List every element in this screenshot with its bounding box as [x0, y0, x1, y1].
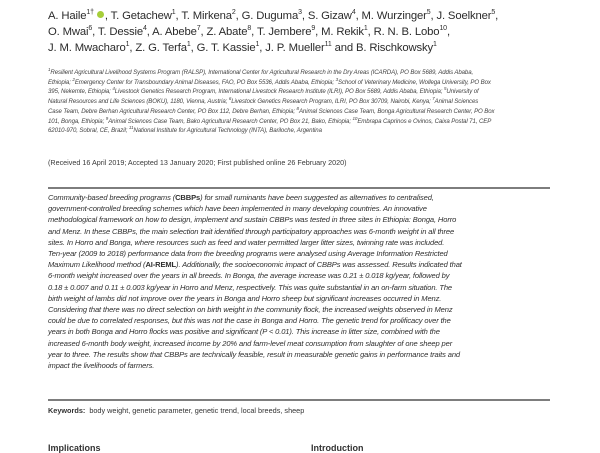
author-name: G. Duguma — [241, 10, 299, 22]
abstract-line: year to three. The results show that CBBPs are technically feasible, result in measurable genetic gains in performance traits and — [48, 349, 460, 359]
abstract-line: years in both Bonga and Horro flocks was positive and significant (P < 0.01). This increase in litter size, combined with the — [48, 327, 440, 337]
affiliation-line: Natural Resources and Life Sciences (BOKU), 1180, Vienna, Austria; $^6$Livestock Genetics Research Program, ILRI, PO Box 30709, Nairobi, Kenya; $^7$Animal Sciences — [48, 96, 479, 106]
author-line: O. Mwai$^6$, T. Dessie$^4$, A. Abebe$^7$, Z. Abate$^8$, T. Jembere$^9$, M. Rekik$^1$, R. N. B. Lobo$^{10}$, — [48, 25, 450, 39]
abstract-bottom-rule — [48, 399, 550, 401]
author-name: J. P. Mueller — [265, 42, 325, 55]
affiliation-marker: 1† — [86, 9, 94, 17]
affiliation-marker: 8 — [296, 105, 299, 111]
affiliation-marker: 7 — [432, 96, 435, 102]
author-line: J. M. Mwacharo$^1$, Z. G. Terfa$^1$, G. T. Kassie$^1$, J. P. Mueller$^{11}$ and B. Rischkowsky$^1$ — [48, 41, 437, 55]
author-list — [48, 8, 552, 57]
author-name: T. Getachew — [110, 10, 172, 22]
affiliation-marker: 8 — [247, 25, 252, 33]
author-line: A. Haile$^{1\dagger}$ , T. Getachew$^1$, T. Mirkena$^2$, G. Duguma$^3$, S. Gizaw$^4$, M. Wurzinger$^5$, J. Soelkner$^5$, — [48, 9, 499, 22]
affiliation-marker: 1 — [363, 25, 368, 33]
affiliation-line: 395, Nekemte, Ethiopia; $^4$Livestock Genetics Research Program, International Livestock Research Institute (ILRI), PO Box 5689, Addis Ababa, Ethiopia; $^5$University of — [48, 86, 479, 96]
author-name: R. N. B. Lobo — [373, 26, 440, 39]
abstract-line: Maximum Likelihood method (AI-REML). Additionally, the socioeconomic impact of CBBPs was assessed. Results indicated that — [48, 260, 462, 270]
abstract-line: impact the livelihoods of farmers. — [48, 361, 155, 371]
abstract-line: methodological framework on how to design, implement and sustain CBBPs was tested in three sites in Ethiopia: Bonga, Horro — [48, 215, 457, 225]
keywords-value: body weight, genetic parameter, genetic trend, local breeds, sheep — [89, 406, 305, 415]
keywords — [48, 406, 304, 416]
affiliation-marker: 5 — [491, 9, 496, 17]
orcid-icon[interactable] — [97, 11, 104, 18]
author-name: S. Gizaw — [307, 10, 352, 22]
affiliation-marker: 9 — [105, 115, 109, 121]
author-name: Z. Abate — [206, 26, 248, 39]
affiliation-marker: 7 — [196, 25, 201, 33]
author-name: J. Soelkner — [436, 10, 492, 22]
abstract-line: 0.18 ± 0.007 and 0.11 ± 0.003 kg/year in Horro and Menz, respectively. This was quite substantial in an on-farm situation. The — [48, 282, 452, 292]
abstract-line: could be due to correlated responses, but this was not the case in Bonga and Horro. The genetic trend for prolificacy over the — [48, 316, 451, 326]
affiliation-marker: 10 — [439, 25, 447, 33]
author-name: A. Abebe — [152, 26, 197, 39]
abstract-line: Community-based breeding programs (CBBPs) for small ruminants have been suggested as alternatives to centralised, — [48, 193, 434, 202]
author-name: T. Dessie — [97, 26, 144, 39]
affiliation-marker: 1 — [255, 41, 260, 49]
affiliation-marker: 2 — [72, 76, 75, 82]
abbreviation: CBBPs — [175, 193, 201, 202]
abstract-top-rule — [48, 187, 550, 189]
author-name: Z. G. Terfa — [135, 42, 187, 55]
affiliation-marker: 4 — [143, 25, 147, 33]
abstract-line: government-controlled breeding schemes which have been implemented in many developing countries. An innovative — [48, 204, 427, 214]
abbreviation: AI-REML — [145, 260, 177, 270]
affiliation-marker: 2 — [231, 9, 236, 17]
affiliation-line: Case Team, Debre Berhan Agricultural Research Center, PO Box 112, Debre Berhan, Ethiopia; $^8$Animal Sciences Case Team, Bonga Agricultural Research Center, PO Box — [48, 105, 495, 115]
affiliation-line: 101, Bonga, Ethiopia; $^9$Animal Sciences Case Team, Bako Agricultural Research Center, PO Box 21, Bako, Ethiopia; $^{10}$Embrapa Caprinos e Ovinos, Caixa Postal 71, CEP — [48, 115, 492, 125]
affiliation-marker: 4 — [351, 9, 356, 17]
affiliation-marker: 1 — [48, 66, 51, 72]
abstract-line: 6-month weight increased over the years in all breeds. In Bonga, the average increase was 0.21 ± 0.018 kg/year, followed by — [48, 271, 450, 281]
affiliation-marker: 5 — [444, 86, 447, 92]
affiliation-marker: 11 — [324, 41, 332, 49]
affiliation-line: Ethiopia; $^2$Emergency Center for Transboundary Animal Diseases, FAO, PO Box 5536, Addis Ababa, Ethiopia; $^3$School of Veterinary Medicine, Wollega University, PO Box — [48, 76, 491, 86]
author-name: M. Wurzinger — [361, 10, 427, 22]
section-heading-implications: Implications — [48, 443, 101, 453]
author-name: G. T. Kassie — [196, 42, 256, 55]
abstract-line: sites. In Horro and Bonga, where resources such as feed and water permitted larger litter sizes, twinning rate was included. — [48, 237, 445, 247]
received-dates: (Received 16 April 2019; Accepted 13 January 2020; First published online 26 February 2020) — [48, 158, 347, 167]
affiliation-marker: 6 — [228, 96, 232, 102]
affiliation-marker: 1 — [125, 41, 130, 49]
author-name: B. Rischkowsky — [355, 42, 433, 55]
author-name: J. M. Mwacharo — [48, 42, 126, 55]
affiliation-marker: 11 — [128, 125, 134, 131]
abstract-line: increased 6-month body weight, increased income by 20% and farm-level meat consumption from slaughter of one sheep per — [48, 338, 453, 348]
author-name: A. Haile — [48, 10, 87, 22]
section-heading-introduction: Introduction — [311, 443, 364, 453]
affiliation-marker: 3 — [298, 9, 302, 17]
affiliation-marker: 1 — [432, 41, 437, 49]
author-name: T. Jembere — [256, 26, 312, 39]
affiliation-marker: 4 — [112, 86, 115, 92]
affiliation-marker: 3 — [335, 76, 338, 82]
abstract-line: Ten-year (2009 to 2018) performance data from the breeding programs were analysed using Average Information Restricted — [48, 249, 448, 259]
affiliation-marker: 9 — [311, 25, 316, 33]
author-name: M. Rekik — [321, 26, 364, 39]
affiliation-line: $^1$Resilient Agricultural Livelihood Systems Program (RALSP), International Center for Agricultural Research in the Dry Areas (ICARDA), PO Box 5689, Addis Ababa, — [48, 66, 474, 76]
affiliation-marker: 6 — [88, 25, 93, 33]
abstract — [48, 192, 552, 371]
keywords-label: Keywords: — [48, 406, 86, 415]
abstract-line: Considering that there was no direct selection on birth weight in the community flock, the increased weights observed in Menz — [48, 305, 453, 315]
affiliations — [48, 68, 552, 136]
author-name: T. Mirkena — [181, 10, 232, 22]
affiliation-marker: 1 — [171, 9, 176, 17]
affiliation-line: 62010-970, Sobral, CE, Brazil; $^{11}$National Institute for Agricultural Technology (INTA), Bariloche, Argentina — [48, 125, 322, 135]
affiliation-marker: 10 — [352, 115, 358, 121]
affiliation-marker: 5 — [426, 9, 431, 17]
abstract-line: and Menz. In these CBBPs, the main selection trait identified through participatory approaches was 6-month weight in all three — [48, 226, 455, 236]
abstract-line: birth weight of lambs did not improve over the years in Bonga and Horro sheep but significant increases occurred in Menz. — [48, 293, 442, 303]
author-name: O. Mwai — [48, 26, 89, 39]
affiliation-marker: 1 — [186, 41, 191, 49]
